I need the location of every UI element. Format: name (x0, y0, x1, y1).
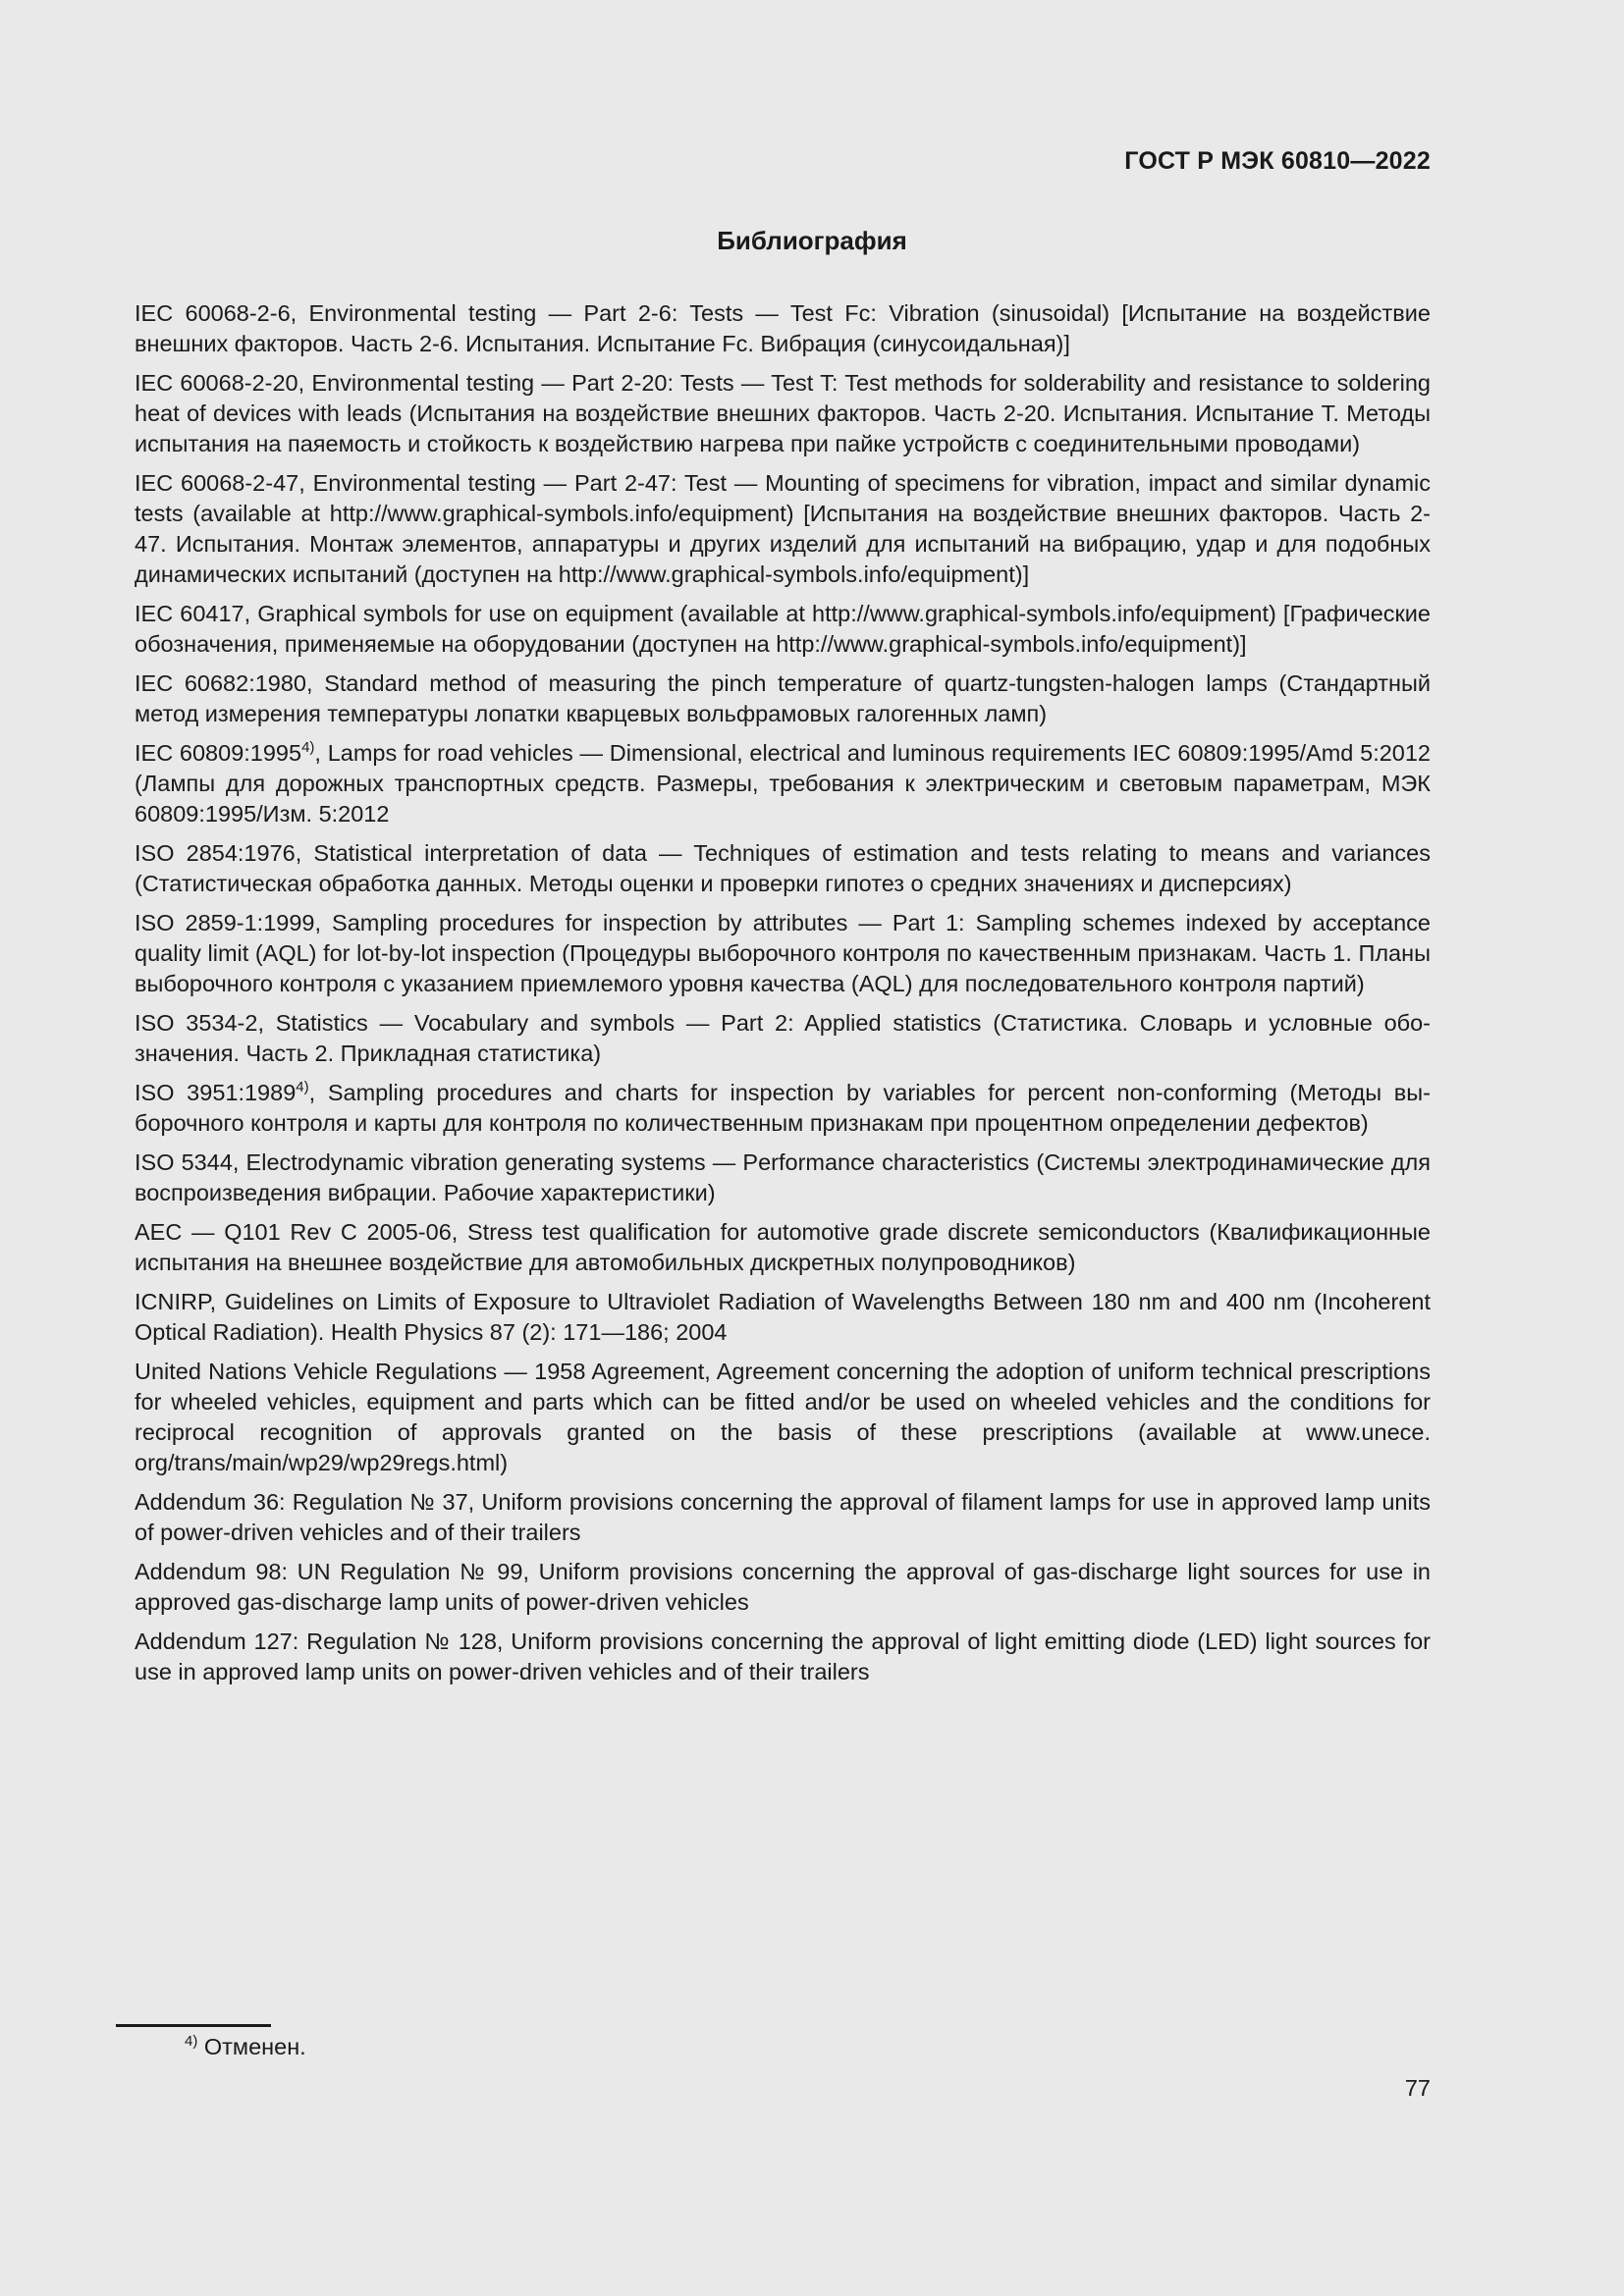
bibliography-entry: ISO 2854:1976, Statistical interpretation of data — Techniques of estimation and tests relating to means and variances (Статистическая обработка данных. Методы оценки и проверки гипотез о средних значениях и дисперсиях) (135, 840, 1431, 896)
bibliography-entry: IEC 60068-2-47, Environmental testing — Part 2-47: Test — Mounting of specimens for vibration, impact and similar dynamic tests (available at http://www.graphical-symbols.info/equipment) [Испытания на воздействие внешних факторов. Часть 2-47. Испытания. Монтаж элементов, аппаратуры и других изделий для испытаний на вибрацию, удар и для подобных динамических испытаний (доступен на http://www.graphical-symbols.info/equipment)] (135, 470, 1431, 587)
bibliography-entry: IEC 60068-2-20, Environmental testing — Part 2-20: Tests — Test T: Test methods for solderability and resistance to soldering heat of devices with leads (Испытания на воздействие внешних факторов. Часть 2-20. Испытания. Испытание Т. Методы испытания на паяемость и стойкость к воздействию нагрева при пайке устройств с соединительными проводами) (135, 370, 1431, 456)
bibliography-entry: IEC 60682:1980, Standard method of measuring the pinch temperature of quartz-tungsten-halogen lamps (Стандартный метод измерения температуры лопатки кварцевых вольфрамовых галогенных ламп) (135, 670, 1431, 726)
bibliography-entry: United Nations Vehicle Regulations — 1958 Agreement, Agreement concerning the adoption of uniform technical prescriptions for wheeled vehicles, equipment and parts which can be fitted and/or be used on wheeled vehicles and the conditions for reciprocal recognition of approvals granted on the basis of these prescriptions (available at www.unece.​org/trans/main/wp29/wp29regs.html) (135, 1359, 1431, 1475)
entry-text-start: IEC 60809:1995 (135, 740, 302, 766)
footnote (185, 2034, 306, 2060)
footnote-marker: 4) (301, 739, 315, 757)
page-number: 77 (1404, 2075, 1431, 2101)
bibliography-entry: ISO 5344, Electrodynamic vibration generating systems — Performance characteristics (Системы электродинамические для воспроизведения вибрации. Рабочие характеристики) (135, 1149, 1431, 1205)
entry-text-rest: , Lamps for road vehicles — Dimensional, electrical and luminous requirements IEC 60809:1995/Amd 5:2012 (Лампы для дорожных транспортных средств. Размеры, требования к электрическим и световым параметрам, МЭК 60809:1995/Изм. 5:2012 (135, 740, 1431, 827)
bibliography-entry: ICNIRP, Guidelines on Limits of Exposure to Ultraviolet Radiation of Wavelengths Between 180 nm and 400 nm (Incoherent Optical Radiation). Health Physics 87 (2): 171—186; 2004 (135, 1289, 1431, 1345)
bibliography-entry: Addendum 98: UN Regulation № 99, Uniform provisions concerning the approval of gas-discharge light sources for use in approved gas-discharge lamp units of power-driven vehicles (135, 1559, 1431, 1615)
footnote-marker: 4) (296, 1079, 309, 1096)
bibliography-entry: IEC 60068-2-6, Environmental testing — Part 2-6: Tests — Test Fc: Vibration (sinusoidal) [Испытание на воздействие внешних факторов. Часть 2-6. Испытания. Испытание Fc. Вибрация (синусоидальная)] (135, 300, 1431, 356)
footnote-text: Отменен. (197, 2034, 306, 2059)
section-title: Библиография (717, 226, 907, 255)
bibliography-entry: ISO 3534-2, Statistics — Vocabulary and symbols — Part 2: Applied statistics (Статистика. Словарь и условные обозначения. Часть 2. Прикладная статистика) (135, 1010, 1431, 1066)
bibliography-entry: Addendum 36: Regulation № 37, Uniform provisions concerning the approval of filament lamps for use in approved lamp units of power-driven vehicles and of their trailers (135, 1489, 1431, 1545)
bibliography-entry: AEC — Q101 Rev C 2005-06, Stress test qualification for automotive grade discrete semiconductors (Квалификационные испытания на внешнее воздействие для автомобильных дискретных полупроводников) (135, 1219, 1431, 1275)
bibliography-entry: ISO 2859-1:1999, Sampling procedures for inspection by attributes — Part 1: Sampling schemes indexed by acceptance quality limit (AQL) for lot-by-lot inspection (Процедуры выборочного контроля по качественным признакам. Часть 1. Планы выборочного контроля с указанием приемлемого уровня качества (AQL) для последовательного контроля партий) (135, 910, 1431, 996)
entry-text-rest: , Sampling procedures and charts for inspection by variables for percent non-conforming (Методы выборочного контроля и карты для контроля по количественным признакам при процентном определении дефектов) (135, 1080, 1431, 1136)
footnote-separator (116, 2024, 271, 2027)
bibliography-entry: IEC 60417, Graphical symbols for use on equipment (available at http://www.graphical-symbols.info/equipment) [Графические обозначения, применяемые на оборудовании (доступен на http://www.graphical-symbols.info/equipment)] (135, 601, 1431, 657)
bibliography-entry: Addendum 127: Regulation № 128, Uniform provisions concerning the approval of light emitting diode (LED) light sources for use in approved lamp units on power-driven vehicles and of their trailers (135, 1629, 1431, 1684)
document-code-header: ГОСТ Р МЭК 60810—2022 (1124, 147, 1431, 175)
footnote-number: 4) (185, 2033, 198, 2051)
bibliography-entry (135, 738, 1431, 829)
entry-text-start: ISO 3951:1989 (135, 1080, 297, 1105)
bibliography-list (135, 298, 1431, 1696)
bibliography-entry (135, 1078, 1431, 1139)
